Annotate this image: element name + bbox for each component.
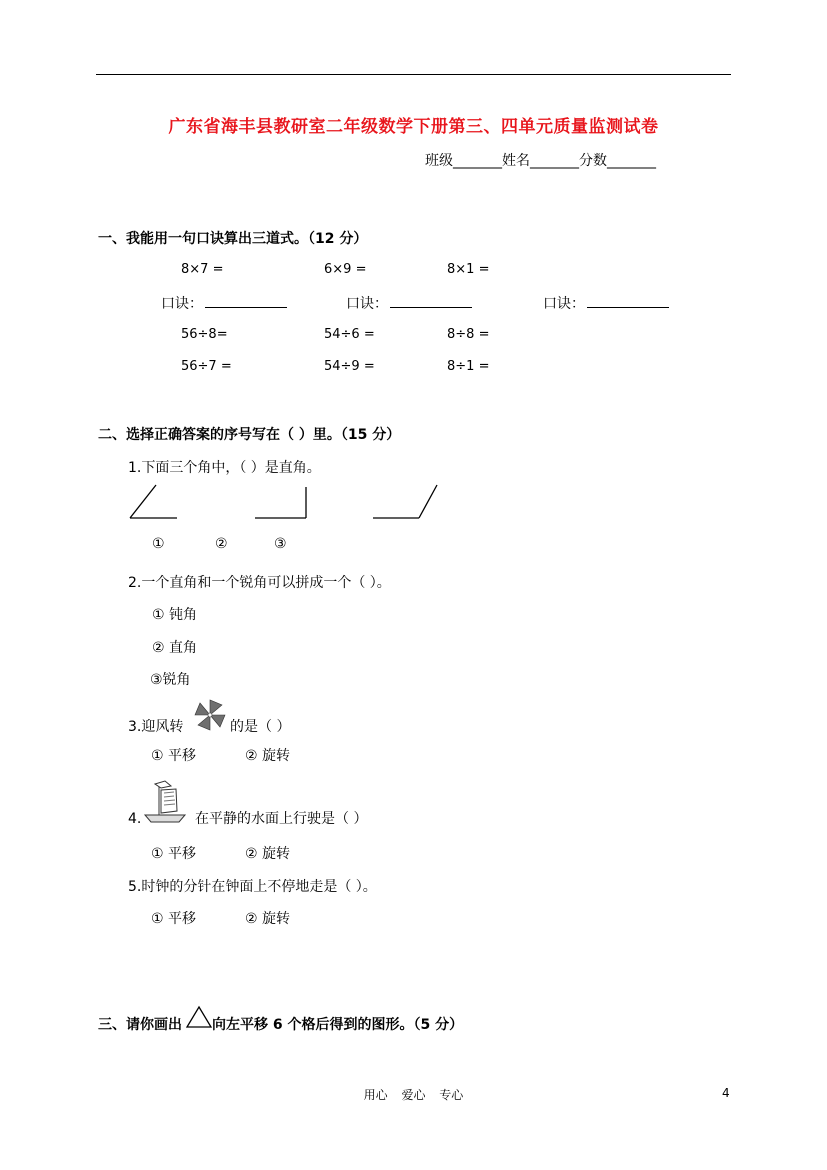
calc-1-3: 8×1 = [447, 262, 490, 277]
q2-option-2: ② 直角 [152, 640, 198, 656]
q2-option-3: ③锐角 [150, 672, 191, 688]
calc-3-1: 56÷7 = [181, 359, 232, 374]
q1-option-3: ③ [274, 536, 287, 552]
page-footer: 用心 爱心 专心 [363, 1088, 464, 1102]
koujue-blank-3[interactable] [587, 295, 669, 308]
koujue-blank-1[interactable] [205, 295, 287, 308]
koujue-label: 口诀： [346, 296, 388, 312]
calc-3-3: 8÷1 = [447, 359, 490, 374]
page-title: 广东省海丰县教研室二年级数学下册第三、四单元质量监测试卷 [168, 117, 659, 137]
q2-text: 2.一个直角和一个锐角可以拼成一个（ ）。 [128, 575, 391, 591]
koujue-blank-2[interactable] [390, 295, 472, 308]
q1-option-2: ② [215, 536, 228, 552]
section2-heading: 二、选择正确答案的序号写在（ ）里。（15 分） [98, 427, 401, 443]
pinwheel-icon [190, 697, 230, 733]
koujue-3 [543, 293, 669, 313]
angle-1-figure [125, 482, 185, 522]
q1-text: 1.下面三个角中，（ ）是直角。 [128, 460, 321, 476]
koujue-label: 口诀： [161, 296, 203, 312]
angle-2-figure [250, 482, 315, 522]
q4-suffix: 在平静的水面上行驶是（ ） [195, 811, 368, 827]
section3-suffix: 向左平移 6 个格后得到的图形。（5 分） [212, 1017, 464, 1033]
koujue-2 [346, 293, 472, 313]
calc-2-1: 56÷8= [181, 327, 228, 342]
q5-text: 5.时钟的分针在钟面上不停地走是（ ）。 [128, 879, 377, 895]
q4-option-2: ② 旋转 [245, 846, 291, 862]
calc-1-1: 8×7 = [181, 262, 224, 277]
calc-2-3: 8÷8 = [447, 327, 490, 342]
q3-suffix: 的是（ ） [230, 719, 291, 735]
q1-option-1: ① [152, 536, 165, 552]
q5-option-2: ② 旋转 [245, 911, 291, 927]
triangle-shape [186, 1005, 214, 1029]
calc-1-2: 6×9 = [324, 262, 367, 277]
q3-prefix: 3.迎风转 [128, 719, 184, 735]
q4-option-1: ① 平移 [151, 846, 197, 862]
angle-3-figure [368, 482, 443, 522]
q4-prefix: 4. [128, 811, 142, 827]
calc-3-2: 54÷9 = [324, 359, 375, 374]
q3-option-1: ① 平移 [151, 748, 197, 764]
student-info: 班级_______姓名_______分数_______ [425, 153, 656, 169]
calc-2-2: 54÷6 = [324, 327, 375, 342]
koujue-1 [161, 293, 287, 313]
q5-option-1: ① 平移 [151, 911, 197, 927]
section1-heading: 一、我能用一句口诀算出三道式。（12 分） [98, 231, 368, 247]
section3-prefix: 三、请你画出 [98, 1017, 182, 1033]
q3-option-2: ② 旋转 [245, 748, 291, 764]
koujue-label: 口诀： [543, 296, 585, 312]
q2-option-1: ① 钝角 [152, 607, 198, 623]
sailboat-icon [141, 777, 189, 825]
header-rule [96, 74, 731, 75]
page-number: 4 [722, 1086, 730, 1100]
